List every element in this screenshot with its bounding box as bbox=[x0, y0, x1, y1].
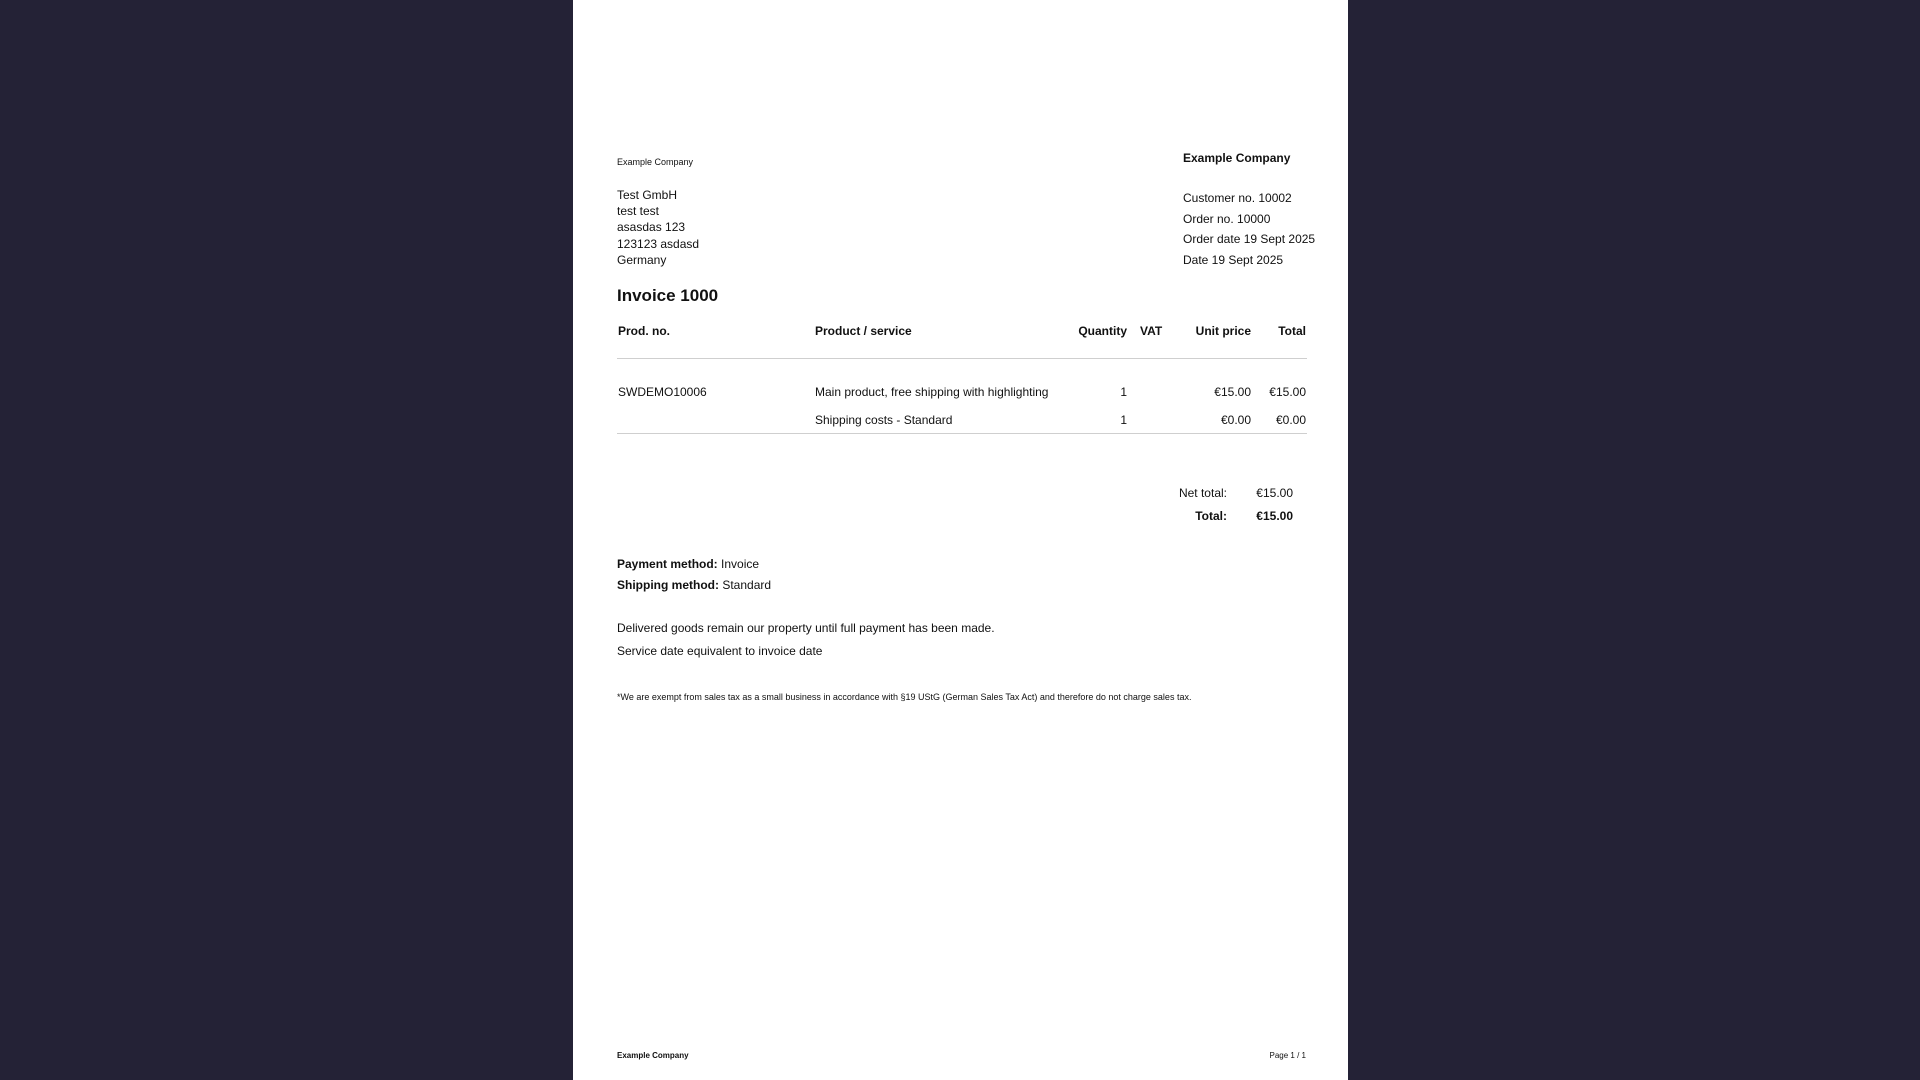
recipient-address bbox=[617, 187, 699, 268]
order-number: Order no. 10000 bbox=[1183, 211, 1271, 226]
payment-method bbox=[617, 557, 759, 571]
column-header-vat: VAT bbox=[1140, 324, 1163, 338]
recipient-name: test test bbox=[617, 204, 660, 219]
tax-exemption-note: *We are exempt from sales tax as a small business in accordance with §19 UStG (German Sales Tax Act) and therefore do not charge sales tax. bbox=[617, 692, 1192, 702]
service-date-note: Service date equivalent to invoice date bbox=[617, 644, 823, 658]
ownership-note: Delivered goods remain our property until full payment has been made. bbox=[617, 621, 995, 635]
payment-method-value: Invoice bbox=[721, 557, 760, 571]
shipping-method-value: Standard bbox=[722, 578, 772, 592]
sender-address-line: Example Company bbox=[617, 157, 694, 167]
row-2-unit-price: €0.00 bbox=[1220, 413, 1251, 427]
recipient-company: Test GmbH bbox=[617, 188, 678, 202]
recipient-country: Germany bbox=[617, 252, 667, 267]
payment-method-label: Payment method: bbox=[617, 557, 718, 571]
invoice-title: Invoice 1000 bbox=[617, 286, 719, 305]
table-header-divider bbox=[617, 358, 1307, 359]
column-header-quantity: Quantity bbox=[1078, 324, 1127, 338]
column-header-product: Product / service bbox=[815, 324, 912, 338]
invoice-page bbox=[573, 0, 1348, 1080]
footer-page-number: Page 1 / 1 bbox=[1269, 1051, 1306, 1060]
row-2-total: €0.00 bbox=[1275, 413, 1306, 427]
shipping-method bbox=[617, 578, 771, 592]
order-date: Order date 19 Sept 2025 bbox=[1183, 232, 1316, 246]
shipping-method-label: Shipping method: bbox=[617, 578, 719, 592]
row-1-prod-no: SWDEMO10006 bbox=[618, 385, 707, 399]
invoice-date: Date 19 Sept 2025 bbox=[1183, 252, 1284, 267]
column-header-unit-price: Unit price bbox=[1195, 324, 1251, 338]
row-2-product: Shipping costs - Standard bbox=[815, 413, 953, 427]
row-1-unit-price: €15.00 bbox=[1214, 385, 1251, 399]
column-header-prod-no: Prod. no. bbox=[618, 324, 670, 338]
customer-number: Customer no. 10002 bbox=[1183, 191, 1292, 205]
footer-company: Example Company bbox=[617, 1051, 689, 1060]
column-header-total: Total bbox=[1278, 324, 1306, 338]
total-value: €15.00 bbox=[1256, 509, 1293, 523]
row-2-quantity: 1 bbox=[1120, 413, 1127, 427]
invoice-meta bbox=[1183, 188, 1315, 270]
total-label: Total: bbox=[1195, 509, 1227, 523]
row-1-total: €15.00 bbox=[1269, 385, 1306, 399]
row-1-quantity: 1 bbox=[1120, 385, 1127, 399]
table-bottom-divider bbox=[617, 433, 1307, 434]
company-name: Example Company bbox=[1183, 151, 1291, 165]
net-total-label: Net total: bbox=[1178, 486, 1227, 500]
net-total-value: €15.00 bbox=[1256, 486, 1293, 500]
recipient-street: asasdas 123 bbox=[617, 220, 686, 235]
row-1-product: Main product, free shipping with highlighting bbox=[815, 385, 1049, 399]
recipient-city: 123123 asdasd bbox=[617, 236, 700, 251]
